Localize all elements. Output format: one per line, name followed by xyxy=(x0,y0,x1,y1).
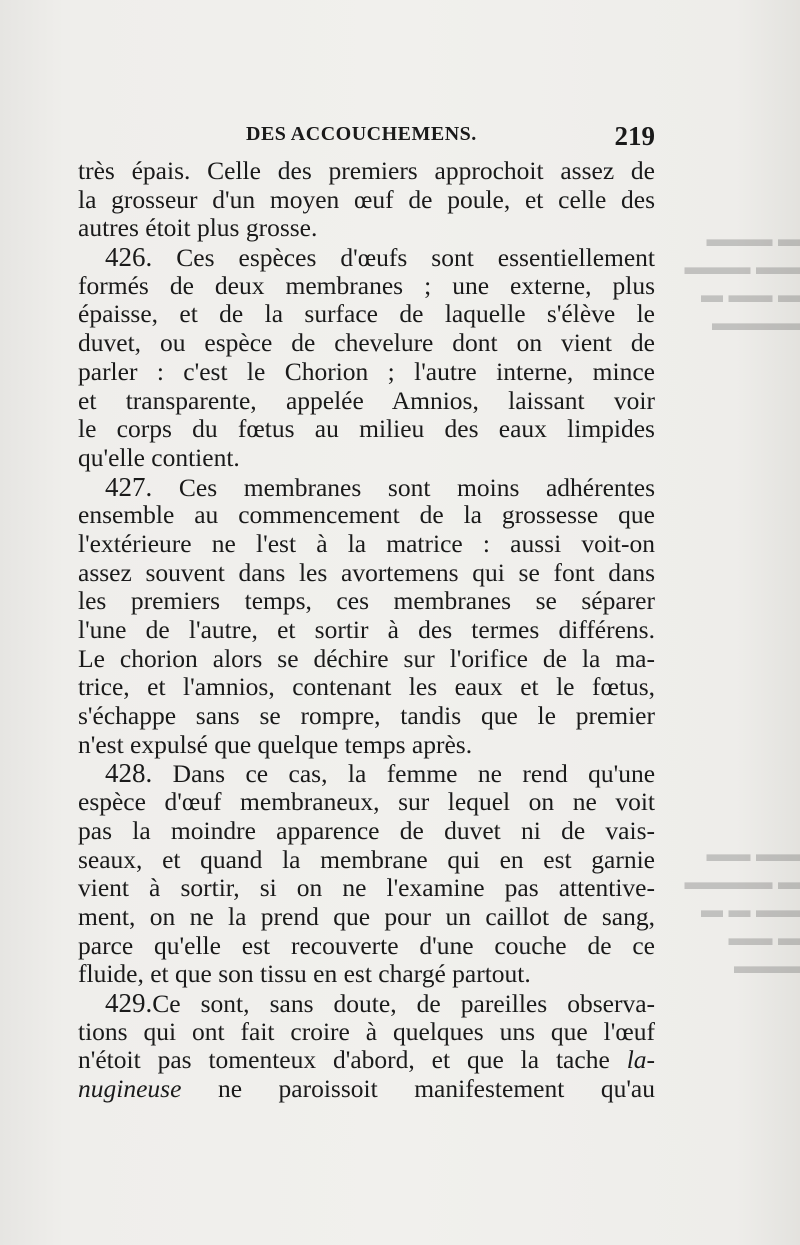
text-line: qu'elle contient. xyxy=(78,442,240,472)
text-line: pas la moindre apparence de duvet ni de vais- xyxy=(78,815,655,845)
text-line: trice, et l'amnios, contenant les eaux et le fœtus, xyxy=(78,672,655,702)
text-line: seaux, et quand la membrane qui en est garnie xyxy=(78,844,655,874)
text-line: formés de deux membranes ; une externe, plus xyxy=(78,270,655,300)
text-line: le corps du fœtus au milieu des eaux limpides xyxy=(78,414,655,444)
text-line: assez souvent dans les avortemens qui se font dans xyxy=(78,557,655,587)
running-head: DES ACCOUCHEMENS. xyxy=(246,123,477,145)
paragraph-number: 429. xyxy=(105,987,153,1018)
text-line: espèce d'œuf membraneux, sur lequel on ne voit xyxy=(78,787,655,817)
text-line: n'est expulsé que quelque temps après. xyxy=(78,729,473,759)
paragraph-426-first-line: 426. Ces espèces d'œufs sont essentiellement xyxy=(105,242,655,273)
paragraph-number: 428. xyxy=(105,758,153,789)
body-text xyxy=(78,157,655,1104)
paragraph-number: 427. xyxy=(105,471,153,502)
text-line: tions qui ont fait croire à quelques uns que l'œuf xyxy=(78,1016,655,1046)
text-line: et transparente, appelée Amnios, laissant voir xyxy=(78,385,655,415)
page-number: 219 xyxy=(614,121,655,151)
text-line: épaisse, et de la surface de laquelle s'élève le xyxy=(78,299,655,329)
text-line: parce qu'elle est recouverte d'une couche de ce xyxy=(78,930,655,960)
text-line: très épais. Celle des premiers approchoit assez de xyxy=(78,156,655,185)
text-line: fluide, et que son tissu en est chargé partout. xyxy=(78,959,531,989)
bleed-through-text: ▬ ▬▬▬ ▬▬ ▬▬▬ ▬ ▬▬ ▬ ▬▬▬▬ xyxy=(684,226,800,335)
text-line: s'échappe sans se rompre, tandis que le premier xyxy=(78,701,655,731)
paragraph-427-first-line: 427. Ces membranes sont moins adhérentes xyxy=(105,471,656,502)
text-line: vient à sortir, si on ne l'examine pas attentive- xyxy=(78,873,655,903)
page-header xyxy=(78,123,655,153)
paragraph-428-first-line: 428. Dans ce cas, la femme ne rend qu'une xyxy=(105,758,656,789)
paragraph-429-first-line: 429.Ce sont, sans doute, de pareilles observa- xyxy=(105,987,655,1018)
text-line: ment, on ne la prend que pour un caillot de sang, xyxy=(78,901,655,931)
text-line: n'étoit pas tomenteux d'abord, et que la tache la- xyxy=(78,1045,656,1075)
paragraph-number: 426. xyxy=(105,242,153,273)
text-line: autres étoit plus grosse. xyxy=(78,213,318,243)
text-line: Le chorion alors se déchire sur l'orifice de la ma- xyxy=(78,643,655,673)
text-line: l'une de l'autre, et sortir à des termes différens. xyxy=(78,615,655,644)
text-line: l'extérieure ne l'est à la matrice : aussi voit-on xyxy=(78,528,655,558)
bleed-through-text: ▬▬ ▬▬ ▬ ▬▬▬▬ ▬▬ ▬ ▬ ▬ ▬▬ ▬▬▬ xyxy=(684,841,800,978)
text-line: les premiers temps, ces membranes se séparer xyxy=(78,586,655,616)
italic-word: la- xyxy=(626,1045,656,1075)
text-line: duvet, ou espèce de chevelure dont on vient de xyxy=(78,328,655,358)
italic-word: nugineuse xyxy=(78,1074,182,1103)
text-line: ensemble au commencement de la grossesse que xyxy=(78,500,655,530)
text-line: nugineuse ne paroissoit manifestement qu'au xyxy=(78,1074,655,1103)
text-line: la grosseur d'un moyen œuf de poule, et celle des xyxy=(78,184,655,214)
text-line: parler : c'est le Chorion ; l'autre interne, mince xyxy=(78,356,655,386)
